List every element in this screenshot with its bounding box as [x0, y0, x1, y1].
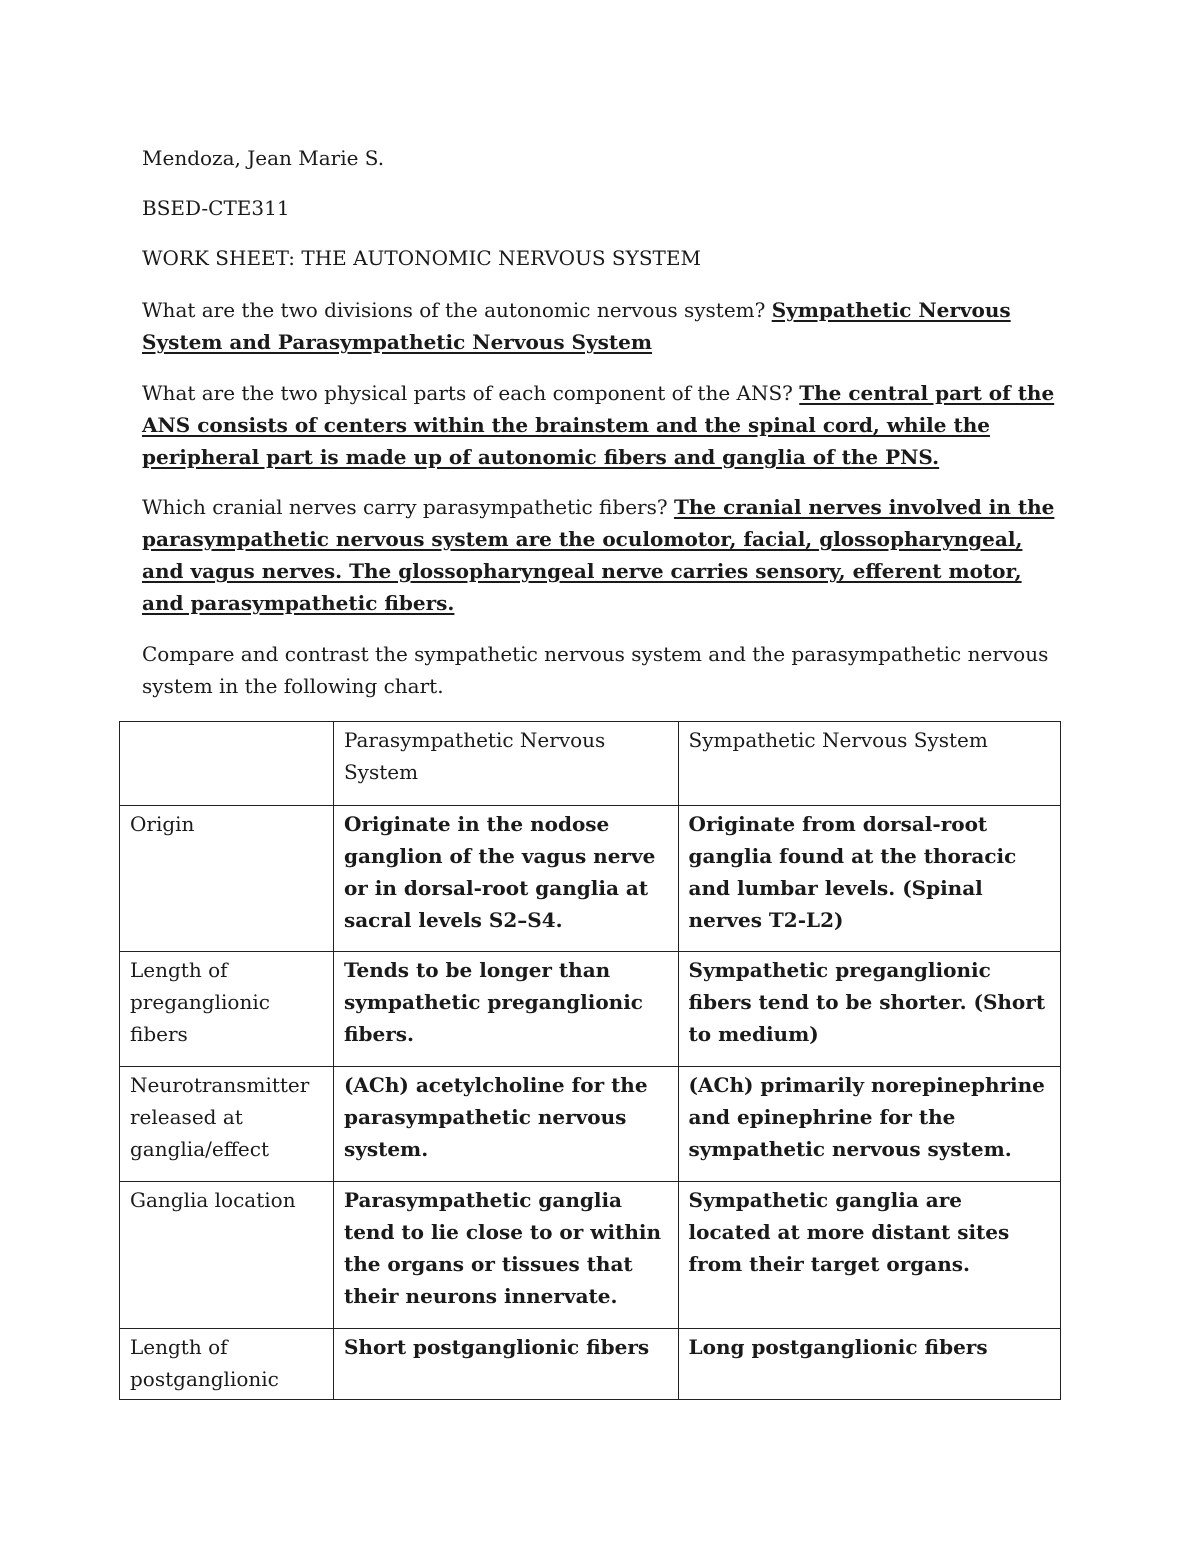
- sympathetic-cell: Sympathetic ganglia are located at more distant sites from their target organs.: [678, 1182, 1060, 1329]
- row-label: Ganglia location: [120, 1182, 334, 1329]
- student-section: BSED-CTE311: [142, 196, 290, 220]
- chart-instruction: Compare and contrast the sympathetic nervous system and the parasympathetic nervous system in the following chart.: [142, 642, 1049, 698]
- answer-2-text: The central part of the ANS consists of centers within the brainstem and the spinal cord, while the peripheral part is made up of autonomic fibers and ganglia of the PNS.: [142, 381, 1055, 469]
- parasympathetic-cell: Originate in the nodose ganglion of the vagus nerve or in dorsal-root ganglia at sacral levels S2–S4.: [333, 806, 678, 952]
- question-2: [142, 377, 1062, 473]
- table-row: [120, 1329, 1061, 1400]
- question-2-text: What are the two physical parts of each component of the ANS?: [142, 381, 793, 405]
- sympathetic-cell: Originate from dorsal-root ganglia found at the thoracic and lumbar levels. (Spinal nerves T2-L2): [678, 806, 1060, 952]
- answer-3-text: The cranial nerves involved in the parasympathetic nervous system are the oculomotor, facial, glossopharyngeal, and vagus nerves. The glossopharyngeal nerve carries sensory, efferent motor, and parasympathetic fibers.: [142, 495, 1055, 615]
- question-1: [142, 294, 1062, 358]
- parasympathetic-cell: (ACh) acetylcholine for the parasympathetic nervous system.: [333, 1067, 678, 1182]
- sympathetic-cell: Long postganglionic fibers: [678, 1329, 1060, 1400]
- worksheet-title: WORK SHEET: THE AUTONOMIC NERVOUS SYSTEM: [142, 246, 701, 270]
- row-label: Length of postganglionic: [120, 1329, 334, 1400]
- table-header-row: [120, 722, 1061, 806]
- parasympathetic-cell: Tends to be longer than sympathetic preganglionic fibers.: [333, 952, 678, 1067]
- sympathetic-cell: (ACh) primarily norepinephrine and epinephrine for the sympathetic nervous system.: [678, 1067, 1060, 1182]
- table-row: [120, 1067, 1061, 1182]
- row-label: Origin: [120, 806, 334, 952]
- header-cell-parasympathetic: Parasympathetic Nervous System: [333, 722, 678, 806]
- table-row: [120, 952, 1061, 1067]
- sympathetic-cell: Sympathetic preganglionic fibers tend to be shorter. (Short to medium): [678, 952, 1060, 1067]
- table-row: [120, 1182, 1061, 1329]
- question-1-text: What are the two divisions of the autonomic nervous system?: [142, 298, 766, 322]
- answer-1-text: Sympathetic Nervous System and Parasympathetic Nervous System: [142, 298, 1011, 354]
- student-name: Mendoza, Jean Marie S.: [142, 146, 385, 170]
- question-3-text: Which cranial nerves carry parasympathetic fibers?: [142, 495, 668, 519]
- header-cell-sympathetic: Sympathetic Nervous System: [678, 722, 1060, 806]
- parasympathetic-cell: Short postganglionic fibers: [333, 1329, 678, 1400]
- row-label: Neurotransmitter released at ganglia/effect: [120, 1067, 334, 1182]
- header-cell-empty: [120, 722, 334, 806]
- question-3: [142, 491, 1062, 619]
- table-row: [120, 806, 1061, 952]
- row-label: Length of preganglionic fibers: [120, 952, 334, 1067]
- parasympathetic-cell: Parasympathetic ganglia tend to lie close to or within the organs or tissues that their neurons innervate.: [333, 1182, 678, 1329]
- comparison-table: [119, 721, 1061, 1400]
